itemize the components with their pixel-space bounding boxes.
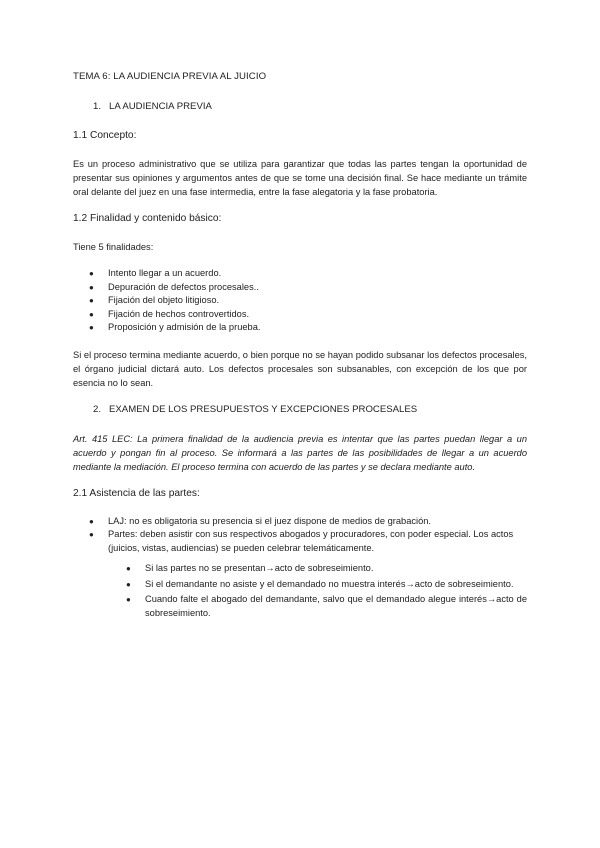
asistencia-heading: 2.1 Asistencia de las partes: — [73, 487, 200, 499]
section-1-label: LA AUDIENCIA PREVIA — [109, 101, 212, 112]
list-item: ● Si el demandante no asiste y el demandado no muestra interés→acto de sobreseimiento. — [73, 578, 527, 592]
list-item: ● Si las partes no se presentan→acto de sobreseimiento. — [73, 562, 527, 576]
finalidad-intro: Tiene 5 finalidades: — [73, 242, 154, 252]
document-body — [73, 70, 527, 633]
bullet-icon: ● — [89, 269, 94, 278]
article-quote: Art. 415 LEC: La primera finalidad de la audiencia previa es intentar que las partes puedan llegar a un acuerdo y pongan fin al proceso. Se informará a las partes de las posibilidades de llegar a un acuerdo mediante la mediación. El proceso termina con acuerdo de las partes y se declara mediante auto. — [73, 433, 527, 472]
bullet-icon: ● — [89, 296, 94, 305]
bullet-icon: ● — [126, 564, 131, 573]
list-item: ● Partes: deben asistir con sus respectivos abogados y procuradores, con poder especial. Los actos (juicios, vistas, audiencias) se pueden celebrar telemáticamente. — [89, 529, 514, 553]
finalidad-closing: Si el proceso termina mediante acuerdo, o bien porque no se hayan podido subsanar los defectos procesales, el órgano judicial dictará auto. Los defectos procesales son subsanables, con excepción de los que por esencia no lo sean. — [73, 349, 527, 388]
list-item: ● Depuración de defectos procesales.. — [73, 281, 527, 295]
list-item: ● Proposición y admisión de la prueba. — [73, 321, 527, 335]
bullet-icon: ● — [89, 282, 94, 292]
bullet-icon: ● — [126, 595, 131, 604]
bullet-icon: ● — [126, 579, 131, 589]
finalidad-heading: 1.2 Finalidad y contenido básico: — [73, 213, 222, 224]
bullet-icon: ● — [89, 530, 94, 539]
bullet-icon: ● — [89, 309, 94, 319]
section-2-heading — [93, 403, 527, 417]
asistencia-sublist — [73, 562, 527, 620]
section-2-label: EXAMEN DE LOS PRESUPUESTOS Y EXCEPCIONES PROCESALES — [109, 403, 418, 415]
list-item: ● Cuando falte el abogado del demandante, salvo que el demandado alegue interés→acto de sobreseimiento. — [126, 594, 527, 618]
bullet-icon: ● — [89, 323, 94, 332]
list-item: ● Intento llegar a un acuerdo. — [73, 267, 527, 281]
section-1-heading — [93, 100, 527, 114]
bullet-icon: ● — [89, 516, 94, 526]
finalidad-list — [73, 267, 527, 335]
concept-text: Es un proceso administrativo que se utiliza para garantizar que todas las partes tengan la oportunidad de presentar sus opiniones y argumentos antes de que se tome una decisión final. Se hace mediante un trámite oral delante del juez en una fase intermedia, entre la fase alegatoria y la fase probatoria. — [73, 159, 527, 197]
section-2-number: 2. — [93, 403, 102, 415]
section-1-number: 1. — [93, 101, 102, 112]
list-item: ● Fijación del objeto litigioso. — [73, 294, 527, 308]
list-item: ● LAJ: no es obligatoria su presencia si el juez dispone de medios de grabación. — [73, 515, 527, 529]
asistencia-list — [73, 515, 527, 556]
document-title: TEMA 6: LA AUDIENCIA PREVIA AL JUICIO — [73, 71, 267, 82]
concept-heading: 1.1 Concepto: — [73, 130, 137, 141]
list-item: ● Fijación de hechos controvertidos. — [73, 308, 527, 322]
